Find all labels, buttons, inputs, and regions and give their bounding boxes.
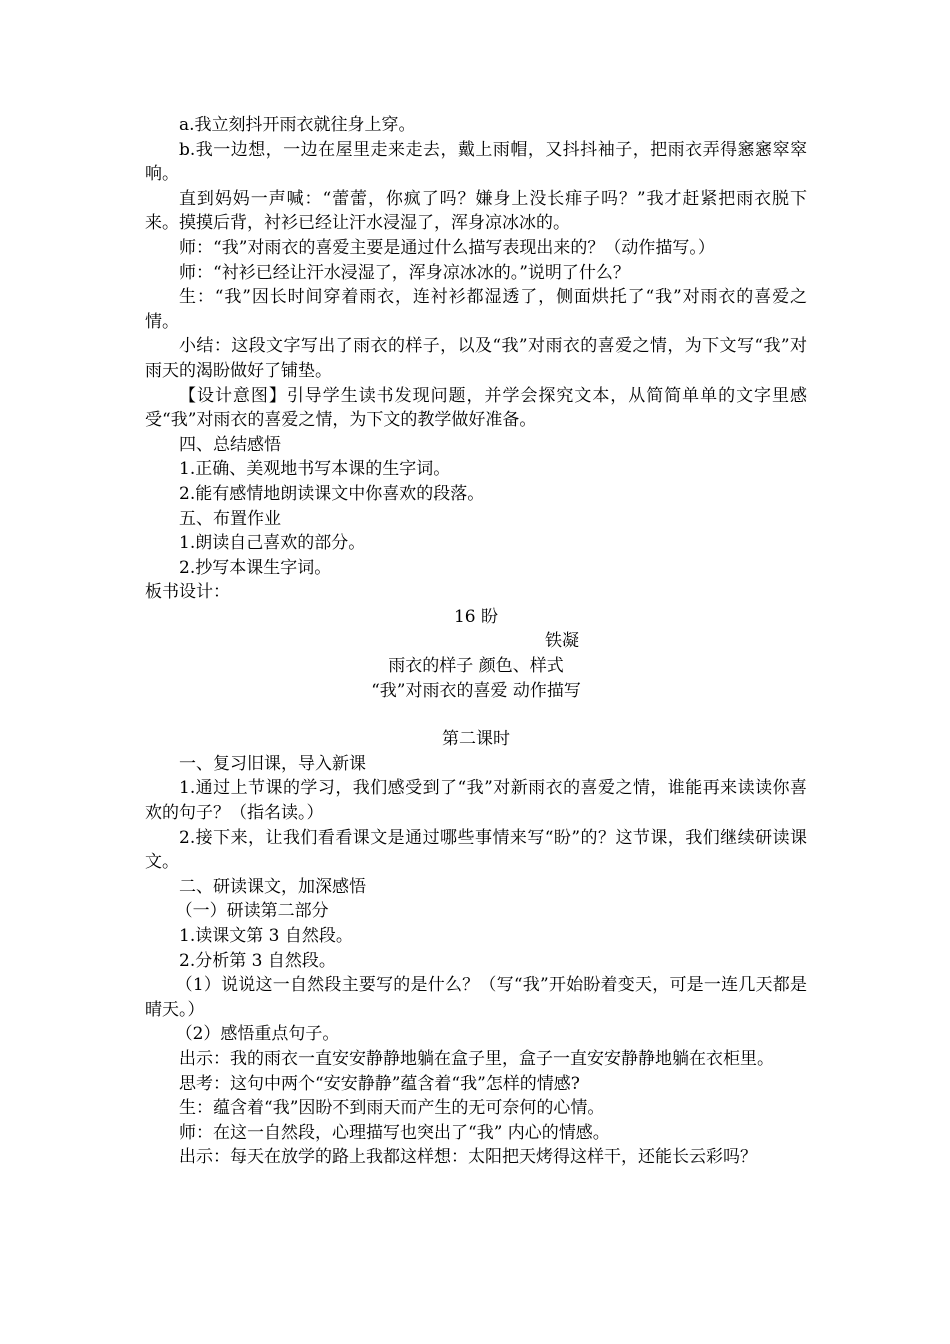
board-design bbox=[145, 605, 807, 703]
paragraph: 1.正确、美观地书写本课的生字词。 bbox=[179, 459, 451, 480]
board-row-1: 雨衣的样子 颜色、样式 bbox=[388, 656, 564, 677]
paragraph: 五、布置作业 bbox=[179, 508, 281, 529]
paragraph: 2.抄写本课生字词。 bbox=[179, 557, 332, 578]
paragraph: 1.朗读自己喜欢的部分。 bbox=[179, 533, 366, 554]
document-page bbox=[145, 113, 807, 1170]
board-row-2: “我”对雨衣的喜爱 动作描写 bbox=[371, 680, 581, 701]
paragraph: 师：“衬衫已经让汗水浸湿了，浑身凉冰冰的。”说明了什么？ bbox=[179, 262, 630, 283]
paragraph: 【设计意图】引导学生读书发现问题，并学会探究文本，从简简单单的文字里感受“我”对雨衣的喜爱之情，为下文的教学做好准备。 bbox=[145, 385, 807, 431]
paragraph: 师：“我”对雨衣的喜爱主要是通过什么描写表现出来的？（动作描写。） bbox=[179, 237, 715, 258]
paragraph: 思考：这句中两个“安安静静”蕴含着“我”怎样的情感? bbox=[179, 1073, 580, 1094]
paragraph: 1.读课文第 3 自然段。 bbox=[179, 926, 353, 946]
paragraph: 板书设计： bbox=[145, 582, 230, 603]
paragraph: 四、总结感悟 bbox=[179, 434, 281, 455]
section-title: 第二课时 bbox=[442, 729, 510, 750]
paragraph: 出示：我的雨衣一直安安静静地躺在盒子里，盒子一直安安静静地躺在衣柜里。 bbox=[179, 1048, 774, 1069]
paragraph: a.我立刻抖开雨衣就往身上穿。 bbox=[179, 115, 416, 135]
paragraph: 师：在这一自然段，心理描写也突出了“我” 内心的情感。 bbox=[179, 1122, 610, 1143]
lesson-body-part2 bbox=[145, 752, 807, 1170]
paragraph: 出示：每天在放学的路上我都这样想：太阳把天烤得这样干，还能长云彩吗？ bbox=[179, 1147, 757, 1168]
lesson-body-part1 bbox=[145, 113, 807, 605]
paragraph: 生：“我”因长时间穿着雨衣，连衬衫都湿透了，侧面烘托了“我”对雨衣的喜爱之情。 bbox=[145, 287, 807, 332]
paragraph: 2.接下来，让我们看看课文是通过哪些事情来写“盼”的？这节课，我们继续研读课文。 bbox=[145, 827, 807, 873]
board-author: 铁凝 bbox=[545, 631, 579, 652]
paragraph: （一）研读第二部分 bbox=[175, 901, 329, 922]
board-title: 16 盼 bbox=[453, 606, 499, 627]
paragraph: b.我一边想，一边在屋里走来走去，戴上雨帽，又抖抖袖子，把雨衣弄得窸窸窣窣响。 bbox=[145, 139, 807, 185]
paragraph: （1）说说这一自然段主要写的是什么？（写“我”开始盼着变天，可是一连几天都是晴天。） bbox=[145, 975, 807, 1020]
paragraph: 直到妈妈一声喊：“蕾蕾，你疯了吗？嫌身上没长痱子吗？”我才赶紧把雨衣脱下来。摸摸后背，衬衫已经让汗水浸湿了，浑身凉冰冰的。 bbox=[145, 188, 807, 234]
paragraph: （2）感悟重点句子。 bbox=[175, 1024, 340, 1045]
paragraph: 生：蕴含着“我”因盼不到雨天而产生的无可奈何的心情。 bbox=[179, 1098, 605, 1119]
paragraph: 1.通过上节课的学习，我们感受到了“我”对新雨衣的喜爱之情，谁能再来读读你喜欢的句子？（指名读。） bbox=[145, 778, 807, 824]
paragraph: 2.能有感情地朗读课文中你喜欢的段落。 bbox=[179, 483, 485, 504]
paragraph: 小结：这段文字写出了雨衣的样子，以及“我”对雨衣的喜爱之情，为下文写“我”对雨天的渴盼做好了铺垫。 bbox=[145, 336, 807, 381]
paragraph: 二、研读课文，加深感悟 bbox=[179, 876, 366, 897]
paragraph: 2.分析第 3 自然段。 bbox=[179, 950, 336, 971]
paragraph: 一、复习旧课，导入新课 bbox=[179, 753, 366, 774]
